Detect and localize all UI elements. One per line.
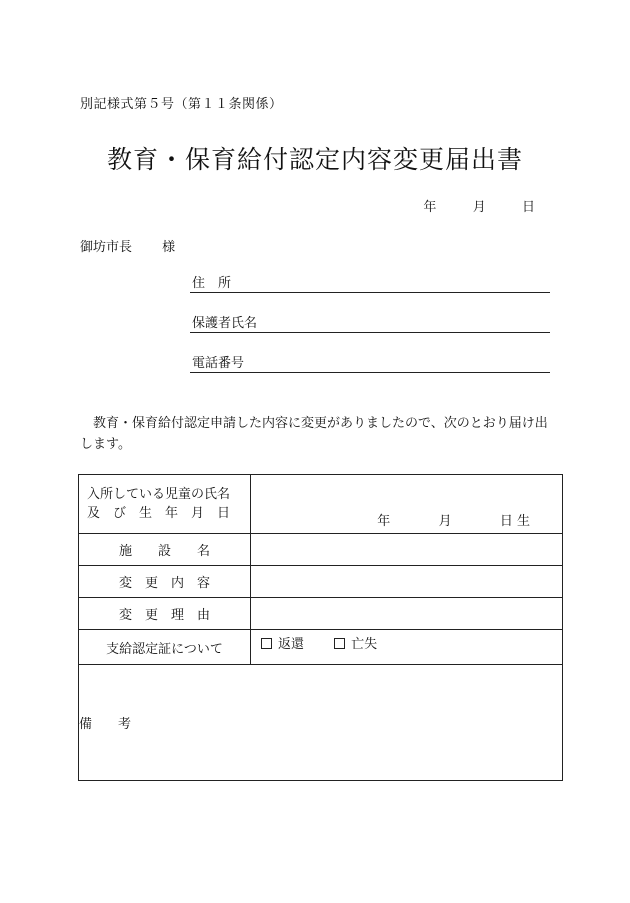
addressee	[80, 236, 175, 255]
lost-label: 亡失	[351, 637, 378, 652]
guardian-name-field[interactable]	[190, 312, 550, 333]
date-day: 日	[521, 200, 535, 215]
change-content-value-cell[interactable]	[251, 566, 563, 598]
change-reason-label: 変 更 理 由	[79, 598, 251, 630]
child-value-cell[interactable]	[251, 475, 563, 534]
address-field[interactable]	[190, 272, 550, 293]
facility-value-cell[interactable]	[251, 534, 563, 566]
certificate-label: 支給認定証について	[79, 630, 251, 665]
lost-option[interactable]	[334, 637, 377, 652]
date-year: 年	[423, 200, 437, 215]
birth-day: 日 生	[499, 514, 530, 529]
child-label	[79, 475, 251, 534]
form-reference: 別記様式第５号（第１１条関係）	[80, 97, 283, 112]
change-reason-row	[79, 598, 563, 630]
child-row	[79, 475, 563, 534]
change-reason-value-cell[interactable]	[251, 598, 563, 630]
body-text: 教育・保育給付認定申請した内容に変更がありましたので、次のとおり届け出します。	[80, 416, 548, 452]
submission-date	[423, 196, 535, 215]
return-label: 返還	[278, 637, 305, 652]
address-label: 住 所	[192, 276, 232, 291]
change-content-label: 変 更 内 容	[79, 566, 251, 598]
birth-month: 月	[438, 514, 452, 529]
remarks-label: 備 考	[79, 717, 132, 732]
return-option[interactable]	[261, 637, 304, 652]
change-content-row	[79, 566, 563, 598]
remarks-row	[79, 665, 563, 781]
birth-date	[377, 510, 530, 529]
facility-row	[79, 534, 563, 566]
phone-label: 電話番号	[192, 356, 245, 371]
guardian-name-label: 保護者氏名	[192, 316, 258, 331]
lost-checkbox[interactable]	[334, 638, 345, 649]
addressee-honorific: 様	[162, 240, 176, 255]
return-checkbox[interactable]	[261, 638, 272, 649]
certificate-options-cell	[251, 630, 563, 665]
phone-field[interactable]	[190, 352, 550, 373]
birth-year: 年	[377, 514, 391, 529]
child-label-line2: 及 び 生 年 月 日	[87, 506, 231, 521]
certificate-row	[79, 630, 563, 665]
child-label-line1: 入所している児童の氏名	[87, 487, 231, 502]
change-form-table	[78, 474, 563, 781]
addressee-name: 御坊市長	[80, 240, 133, 255]
date-month: 月	[472, 200, 486, 215]
document-title: 教育・保育給付認定内容変更届出書	[106, 145, 523, 174]
remarks-cell[interactable]	[79, 665, 563, 781]
facility-label: 施 設 名	[79, 534, 251, 566]
